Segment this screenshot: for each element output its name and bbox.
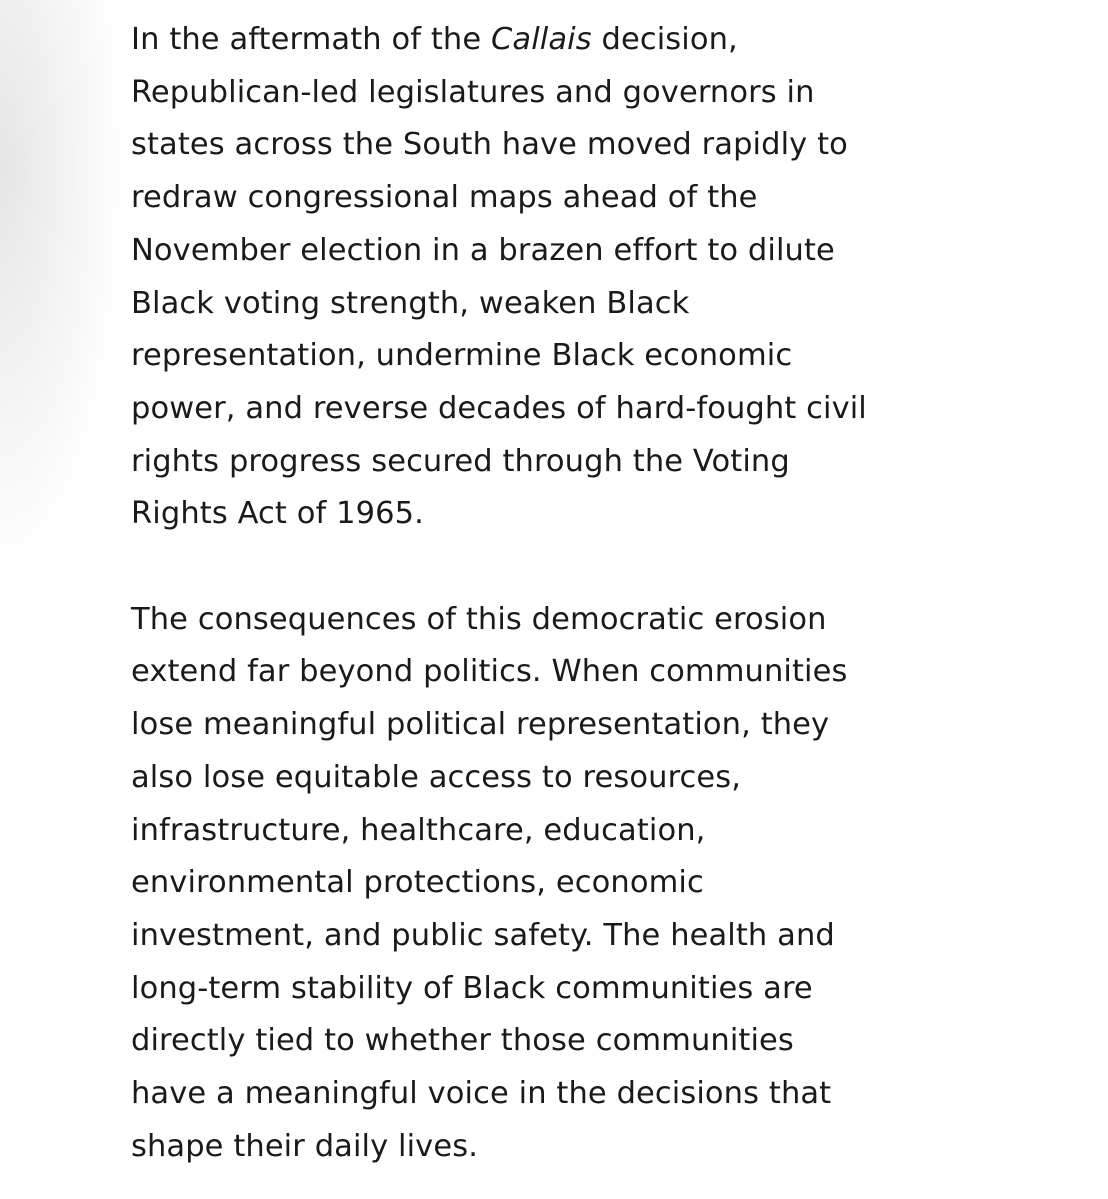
paragraph-2-line: infrastructure, healthcare, education, <box>131 812 706 848</box>
line-text: decision, <box>591 22 738 57</box>
paragraph-2-line: lose meaningful political representation, they <box>131 707 830 743</box>
paragraph-1 <box>131 14 991 541</box>
paragraph-1-line: Black voting strength, weaken Black <box>131 285 690 321</box>
paragraph-1-line: Rights Act of 1965. <box>131 496 424 532</box>
paragraph-1-line-1 <box>131 14 991 67</box>
article-body <box>131 14 991 1173</box>
paragraph-1-line: rights progress secured through the Voting <box>131 443 790 479</box>
paragraph-2-line: shape their daily lives. <box>131 1128 478 1164</box>
paragraph-1-line: Republican-led legislatures and governors in <box>131 74 815 110</box>
paragraph-2-line: extend far beyond politics. When communities <box>131 654 848 690</box>
paragraph-1-line: states across the South have moved rapidly to <box>131 127 848 163</box>
case-name-italic: Callais <box>491 22 592 57</box>
paragraph-2-line: directly tied to whether those communities <box>131 1023 794 1059</box>
paragraph-2-line: The consequences of this democratic erosion <box>131 601 827 637</box>
paragraph-1-line: representation, undermine Black economic <box>131 338 793 374</box>
paragraph-1-line: power, and reverse decades of hard-fought civil <box>131 390 867 426</box>
paragraph-2-line: also lose equitable access to resources, <box>131 759 742 795</box>
paragraph-1-line: redraw congressional maps ahead of the <box>131 180 758 216</box>
paragraph-2-line: long-term stability of Black communities are <box>131 970 813 1006</box>
paragraph-2-line: environmental protections, economic <box>131 865 704 901</box>
page-edge-shadow <box>0 0 120 560</box>
paragraph-2-line: have a meaningful voice in the decisions that <box>131 1076 832 1112</box>
line-text: In the aftermath of the <box>131 22 492 57</box>
paragraph-2-line: investment, and public safety. The health and <box>131 917 835 953</box>
paragraph-2 <box>131 594 991 1174</box>
paragraph-1-line: November election in a brazen effort to dilute <box>131 232 835 268</box>
